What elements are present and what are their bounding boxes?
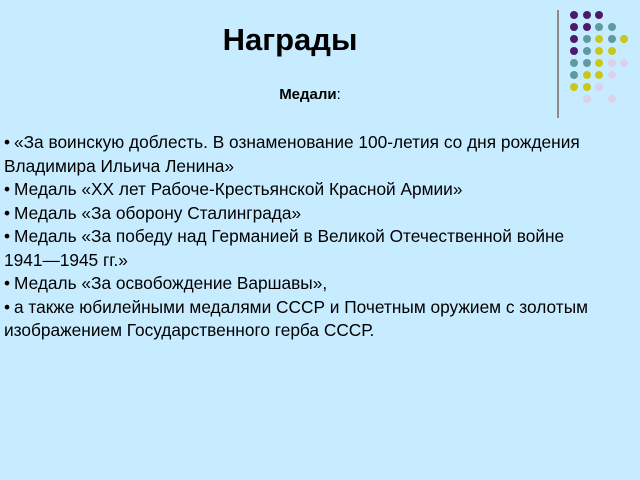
award-text: Медаль «За оборону Сталинграда» <box>14 202 302 223</box>
decorative-dot <box>620 35 628 43</box>
award-list-item <box>4 178 604 202</box>
award-text: «За воинскую доблесть. В ознаменование 100-летия со дня рождения Владимира Ильича Ленина» <box>4 132 580 176</box>
decorative-dot <box>595 71 603 79</box>
bullet-icon: • <box>4 132 11 152</box>
decorative-dot <box>583 59 591 67</box>
subtitle-suffix: : <box>336 86 341 103</box>
decorative-dot <box>570 23 578 31</box>
decorative-dot <box>608 59 616 67</box>
award-text: Медаль «За победу над Германией в Великой Отечественной войне 1941—1945 гг.» <box>4 226 565 270</box>
decorative-dot <box>570 47 578 55</box>
decorative-dot <box>595 59 603 67</box>
decorative-dot <box>583 23 591 31</box>
slide-title: Награды <box>222 22 358 57</box>
decorative-dot <box>583 35 591 43</box>
bullet-icon: • <box>4 296 11 317</box>
decorative-dot <box>595 47 603 55</box>
decorative-dot <box>570 35 578 43</box>
section-subtitle <box>0 86 620 103</box>
decorative-dot <box>608 47 616 55</box>
decorative-dot <box>583 71 591 79</box>
decorative-dot <box>608 71 616 79</box>
decorative-dot <box>570 11 578 19</box>
decorative-dot <box>595 11 603 19</box>
award-text: а также юбилейными медалями СССР и Почетным оружием с золотым изображением Государственного герба СССР. <box>4 296 588 340</box>
bullet-icon: • <box>4 179 11 199</box>
decorative-dot <box>583 47 591 55</box>
award-list-item <box>4 272 604 296</box>
award-list-item <box>4 225 604 272</box>
award-list <box>4 131 604 343</box>
decorative-dot <box>583 11 591 19</box>
decorative-dot <box>595 35 603 43</box>
award-text: Медаль «За освобождение Варшавы», <box>14 273 328 293</box>
bullet-icon: • <box>4 202 11 223</box>
decorative-dot <box>570 71 578 79</box>
decorative-dot <box>608 23 616 31</box>
bullet-icon: • <box>4 273 11 293</box>
award-list-item <box>4 131 604 178</box>
bullet-icon: • <box>4 226 11 246</box>
award-list-item <box>4 202 604 226</box>
decorative-dot <box>620 59 628 67</box>
award-list-item <box>4 296 604 343</box>
subtitle-label: Медали <box>279 86 337 103</box>
award-text: Медаль «XX лет Рабоче-Крестьянской Красной Армии» <box>14 179 463 199</box>
decorative-dot <box>595 23 603 31</box>
decorative-dot <box>608 35 616 43</box>
decorative-dot <box>570 59 578 67</box>
